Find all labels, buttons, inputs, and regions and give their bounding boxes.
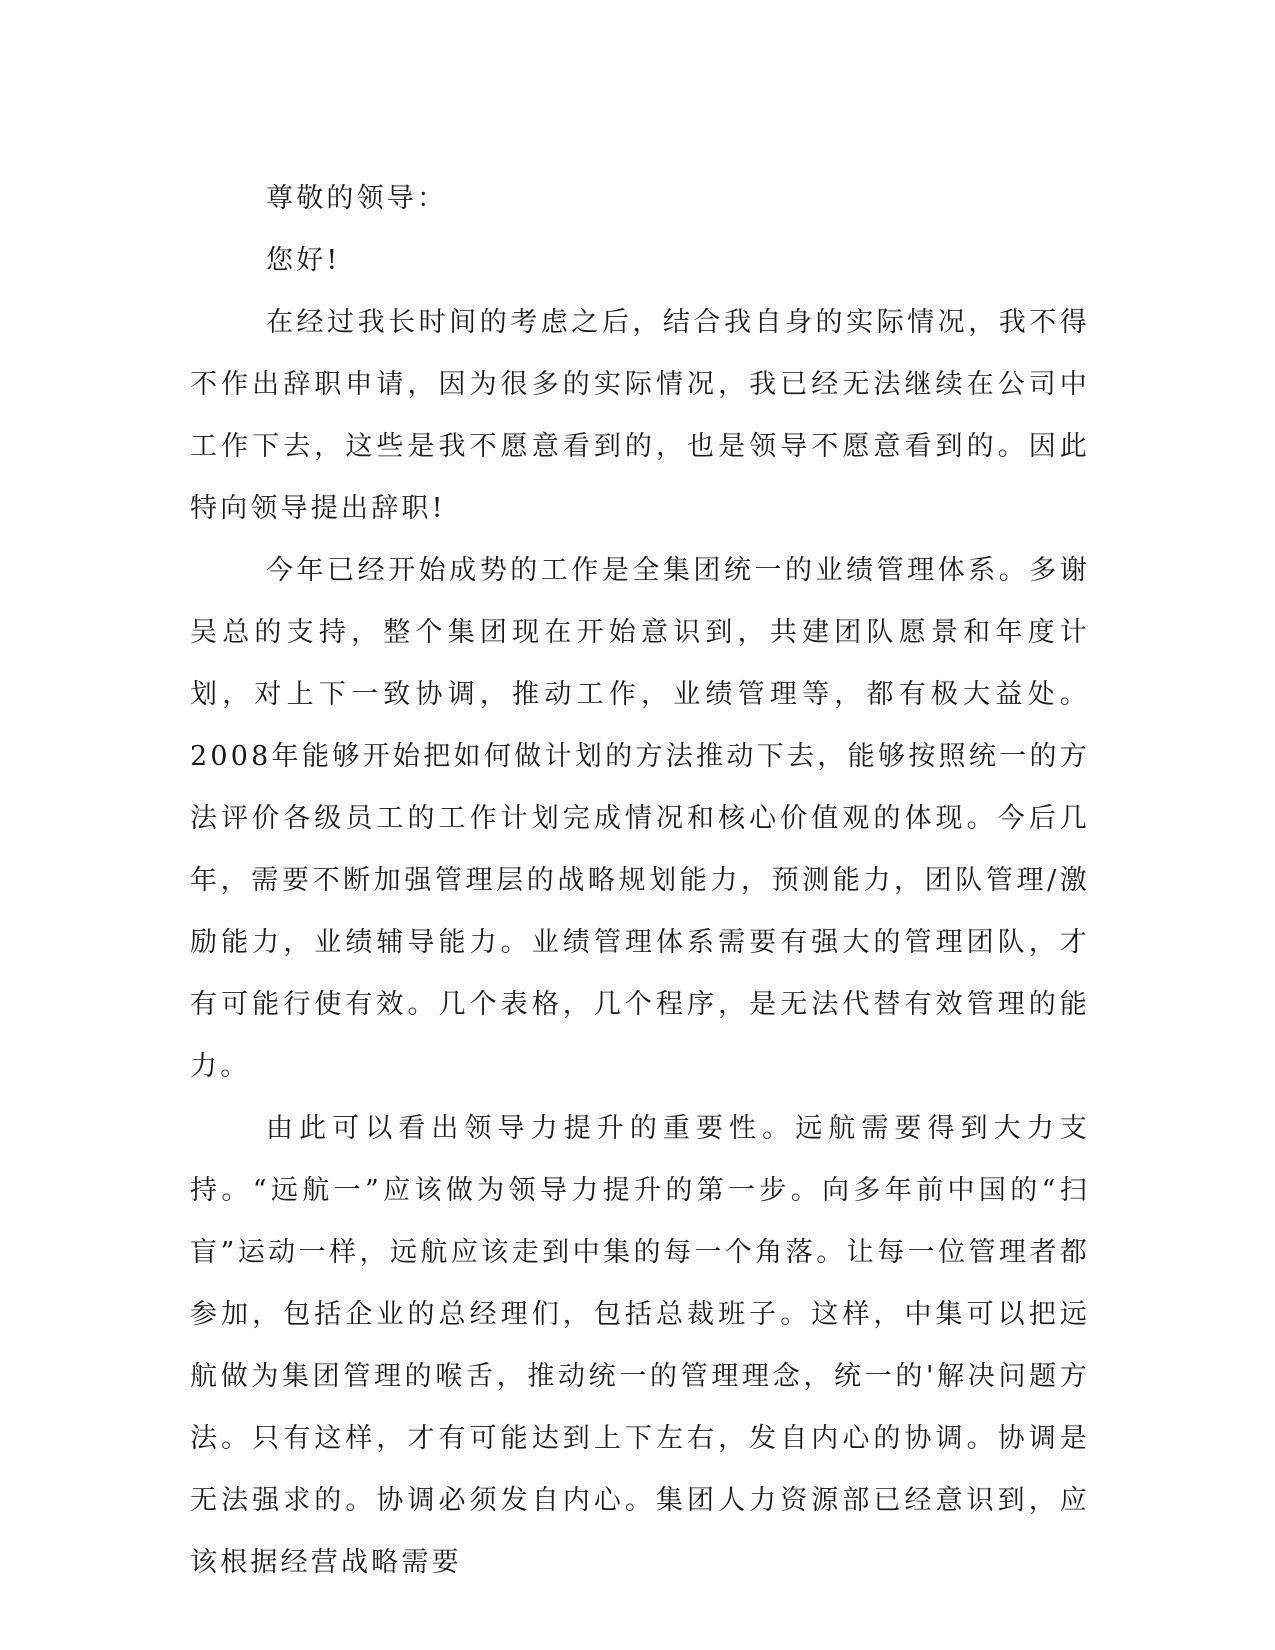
paragraph-performance-management: 今年已经开始成势的工作是全集团统一的业绩管理体系。多谢吴总的支持，整个集团现在开始意识到，共建团队愿景和年度计划，对上下一致协调，推动工作，业绩管理等，都有极大益处。2008年能够开始把如何做计划的方法推动下去，能够按照统一的方法评价各级员工的工作计划完成情况和核心价值观的体现。今后几年，需要不断加强管理层的战略规划能力，预测能力，团队管理/激励能力，业绩辅导能力。业绩管理体系需要有强大的管理团队，才有可能行使有效。几个表格，几个程序，是无法代替有效管理的能力。 xyxy=(190,555,1090,1082)
paragraph-leadership: 由此可以看出领导力提升的重要性。远航需要得到大力支持。“远航一”应该做为领导力提升的第一步。向多年前中国的“扫盲”运动一样，远航应该走到中集的每一个角落。让每一位管理者都参加，包括企业的总经理们，包括总裁班子。这样，中集可以把远航做为集团管理的喉舌，推动统一的管理理念，统一的'解决问题方法。只有这样，才有可能达到上下左右，发自内心的协调。协调是无法强求的。协调必须发自内心。集团人力资源部已经意识到，应该根据经营战略需要 xyxy=(190,1113,1090,1578)
letter-body xyxy=(190,168,1090,1594)
paragraph-resignation: 在经过我长时间的考虑之后，结合我自身的实际情况，我不得不作出辞职申请，因为很多的实际情况，我已经无法继续在公司中工作下去，这些是我不愿意看到的，也是领导不愿意看到的。因此特向领导提出辞职! xyxy=(190,307,1090,524)
salutation: 尊敬的领导： xyxy=(266,183,448,214)
greeting: 您好! xyxy=(266,245,341,276)
